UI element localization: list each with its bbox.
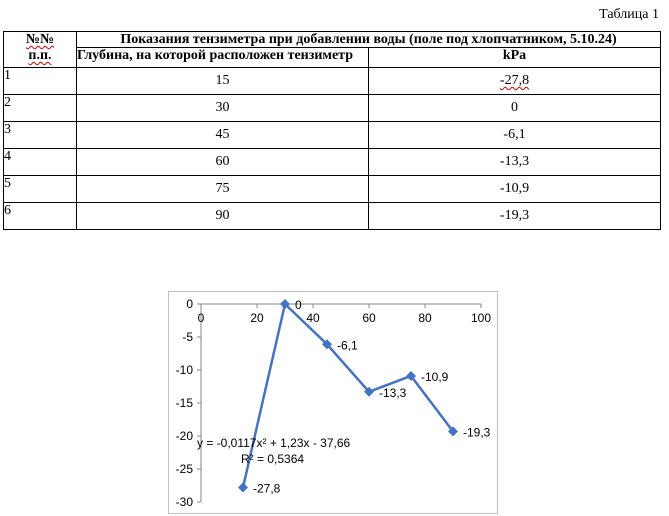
depth-kpa-chart (169, 292, 497, 513)
row-number: 5 (4, 176, 77, 203)
y-tick-label: -30 (175, 495, 193, 509)
x-tick-label: 60 (362, 311, 376, 325)
kpa-cell: 0 (369, 95, 661, 122)
y-tick-label: 0 (186, 297, 193, 311)
data-label: 0 (295, 298, 302, 312)
y-tick-label: -15 (175, 396, 193, 410)
depth-cell: 45 (77, 122, 369, 149)
data-label: -27,8 (253, 481, 281, 496)
y-tick-label: -20 (175, 429, 193, 443)
depth-cell: 30 (77, 95, 369, 122)
data-label: -19,3 (463, 425, 491, 440)
kpa-header: kPa (369, 48, 661, 68)
x-tick-label: 20 (250, 311, 264, 325)
kpa-value: -27,8 (499, 73, 530, 88)
tensiometer-table (3, 31, 661, 230)
table-row (4, 176, 661, 203)
table-row (4, 68, 661, 95)
y-tick-label: -10 (175, 363, 193, 377)
y-tick-label: -25 (175, 462, 193, 476)
x-tick-label: 80 (418, 311, 432, 325)
x-tick-label: 100 (470, 311, 492, 325)
kpa-cell: -6,1 (369, 122, 661, 149)
main-header: Показания тензиметра при добавлении воды (поле под хлопчатником, 5.10.24) (77, 32, 661, 48)
table-row (4, 203, 661, 230)
row-number: 3 (4, 122, 77, 149)
number-header-line1: №№ (25, 32, 55, 47)
kpa-cell: -13,3 (369, 149, 661, 176)
trendline-r2: R² = 0,5364 (241, 452, 305, 466)
row-number: 6 (4, 203, 77, 230)
data-label: -13,3 (379, 385, 407, 400)
kpa-cell: -10,9 (369, 176, 661, 203)
chart-container (168, 291, 498, 514)
row-number: 2 (4, 95, 77, 122)
row-number: 1 (4, 68, 77, 95)
kpa-cell (369, 68, 661, 95)
depth-header: Глубина, на которой расположен тензиметр (77, 48, 369, 68)
depth-cell: 75 (77, 176, 369, 203)
depth-cell: 15 (77, 68, 369, 95)
depth-cell: 60 (77, 149, 369, 176)
data-label: -10,9 (421, 369, 449, 384)
y-tick-label: -5 (182, 330, 193, 344)
x-tick-label: 40 (306, 311, 320, 325)
table-row (4, 149, 661, 176)
data-label: -6,1 (337, 338, 358, 353)
table-caption: Таблица 1 (599, 7, 659, 22)
table-row (4, 95, 661, 122)
depth-cell: 90 (77, 203, 369, 230)
number-header-line2: п.п. (28, 48, 52, 63)
x-tick-label: 0 (197, 311, 205, 325)
table-row (4, 122, 661, 149)
data-point (238, 482, 248, 492)
kpa-cell: -19,3 (369, 203, 661, 230)
trendline-equation: y = -0,0117x² + 1,23x - 37,66 (197, 436, 351, 450)
number-header (4, 32, 77, 68)
row-number: 4 (4, 149, 77, 176)
